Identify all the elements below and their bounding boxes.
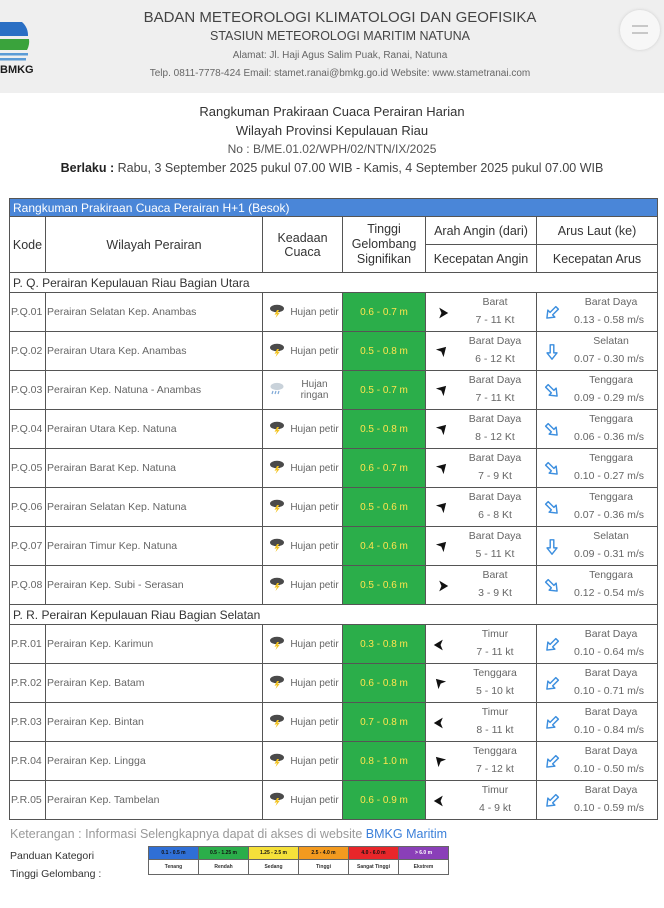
region-name: Perairan Kep. Subi - Serasan [46, 566, 263, 605]
current-speed: 0.10 - 0.59 m/s [574, 802, 645, 814]
weather-text: Hujan petir [290, 501, 339, 513]
thunderstorm-icon [269, 675, 285, 689]
table-row [10, 527, 658, 566]
weather-text: Hujan petir [290, 462, 339, 474]
weather-cell [263, 293, 343, 332]
thunderstorm-icon [269, 538, 285, 552]
wind-arrow-icon [432, 538, 450, 556]
table-row [10, 566, 658, 605]
validity-period [0, 161, 664, 175]
region-name: Perairan Kep. Batam [46, 664, 263, 703]
thunderstorm-icon [269, 343, 285, 357]
logo-text: BMKG [0, 64, 34, 76]
current-speed: 0.13 - 0.58 m/s [574, 314, 645, 326]
table-row [10, 703, 658, 742]
wind-cell [426, 332, 537, 371]
thunderstorm-icon [269, 577, 285, 591]
current-direction: Tenggara [589, 452, 633, 464]
thunderstorm-icon [269, 753, 285, 767]
wave-height: 0.5 - 0.8 m [343, 410, 426, 449]
wave-height: 0.6 - 0.9 m [343, 781, 426, 820]
wind-arrow-icon [432, 343, 450, 361]
legend-label: Tinggi [299, 860, 349, 875]
section-title: P. R. Perairan Kepulauan Riau Bagian Selatan [10, 605, 658, 625]
wind-cell [426, 488, 537, 527]
region-code: P.R.03 [10, 703, 46, 742]
legend-label: Rendah [199, 860, 249, 875]
table-row [10, 781, 658, 820]
wind-direction: Tenggara [473, 667, 517, 679]
current-cell [537, 527, 658, 566]
thunderstorm-icon [269, 714, 285, 728]
weather-cell [263, 742, 343, 781]
wind-direction: Barat Daya [468, 335, 522, 347]
region-name: Perairan Kep. Tambelan [46, 781, 263, 820]
light-rain-icon [269, 382, 285, 396]
current-cell [537, 566, 658, 605]
region-name: Perairan Barat Kep. Natuna [46, 449, 263, 488]
site-header [0, 0, 664, 93]
wind-cell [426, 664, 537, 703]
current-speed: 0.06 - 0.36 m/s [574, 431, 645, 443]
wave-height: 0.3 - 0.8 m [343, 625, 426, 664]
wind-cell [426, 703, 537, 742]
doc-subtitle: Wilayah Provinsi Kepulauan Riau [235, 123, 429, 138]
legend-range-row [149, 847, 449, 860]
wave-height: 0.8 - 1.0 m [343, 742, 426, 781]
wind-speed: 7 - 11 kt [476, 646, 514, 658]
current-arrow-icon [543, 714, 561, 732]
wind-arrow-icon [432, 675, 450, 693]
region-code: P.Q.02 [10, 332, 46, 371]
current-arrow-icon [543, 460, 561, 478]
doc-title: Rangkuman Prakiraan Cuaca Perairan Harian [199, 104, 465, 119]
current-speed: 0.09 - 0.31 m/s [574, 548, 645, 560]
current-cell [537, 625, 658, 664]
current-arrow-icon [543, 304, 561, 322]
menu-button[interactable] [620, 10, 660, 50]
wind-direction: Barat [482, 296, 508, 308]
table-row [10, 332, 658, 371]
wind-cell [426, 781, 537, 820]
current-arrow-icon [543, 636, 561, 654]
region-name: Perairan Kep. Natuna - Anambas [46, 371, 263, 410]
region-code: P.Q.01 [10, 293, 46, 332]
thunderstorm-icon [269, 636, 285, 650]
region-code: P.R.04 [10, 742, 46, 781]
region-code: P.R.02 [10, 664, 46, 703]
current-direction: Barat Daya [584, 745, 638, 757]
current-cell [537, 449, 658, 488]
current-arrow-icon [543, 753, 561, 771]
current-arrow-icon [543, 577, 561, 595]
current-direction: Selatan [593, 335, 629, 347]
region-code: P.Q.04 [10, 410, 46, 449]
wind-speed: 7 - 9 Kt [478, 470, 512, 482]
region-name: Perairan Utara Kep. Natuna [46, 410, 263, 449]
header-arah-angin: Arah Angin (dari) [426, 217, 537, 245]
current-arrow-icon [543, 343, 561, 361]
current-cell [537, 371, 658, 410]
current-cell [537, 293, 658, 332]
current-cell [537, 410, 658, 449]
legend-range: 1.25 - 2.5 m [249, 847, 299, 860]
wind-speed: 7 - 11 Kt [475, 314, 515, 326]
wind-direction: Barat Daya [468, 530, 522, 542]
region-name: Perairan Selatan Kep. Anambas [46, 293, 263, 332]
current-direction: Barat Daya [584, 784, 638, 796]
legend-label: Sedang [249, 860, 299, 875]
weather-text: Hujan petir [290, 579, 339, 591]
hamburger-icon [632, 32, 648, 34]
wind-direction: Barat Daya [468, 491, 522, 503]
header-wilayah: Wilayah Perairan [46, 217, 263, 273]
weather-cell [263, 664, 343, 703]
validity-label: Berlaku : [60, 161, 115, 175]
table-row [10, 664, 658, 703]
address: Alamat: Jl. Haji Agus Salim Puak, Ranai, Natuna [232, 50, 448, 61]
current-cell [537, 332, 658, 371]
wind-direction: Timur [481, 628, 509, 640]
wind-speed: 7 - 12 kt [476, 763, 514, 775]
wave-height: 0.6 - 0.8 m [343, 664, 426, 703]
wind-cell [426, 625, 537, 664]
wind-arrow-icon [432, 714, 450, 732]
current-cell [537, 742, 658, 781]
wind-direction: Barat Daya [468, 452, 522, 464]
wind-direction: Tenggara [473, 745, 517, 757]
table-header-row [10, 217, 658, 245]
current-direction: Selatan [593, 530, 629, 542]
weather-cell [263, 566, 343, 605]
wind-speed: 5 - 11 Kt [475, 548, 515, 560]
wind-arrow-icon [432, 636, 450, 654]
weather-text: Hujan petir [290, 638, 339, 650]
weather-text: Hujan petir [290, 755, 339, 767]
weather-text: Hujan petir [290, 540, 339, 552]
footnote-label: Keterangan : [10, 827, 82, 841]
legend-title: Panduan Kategori [10, 850, 95, 862]
hamburger-icon [632, 25, 648, 27]
current-speed: 0.10 - 0.50 m/s [574, 763, 645, 775]
header-arus: Arus Laut (ke) [537, 217, 658, 245]
wave-height: 0.5 - 0.6 m [343, 566, 426, 605]
section-row [10, 605, 658, 625]
weather-cell [263, 781, 343, 820]
weather-cell [263, 527, 343, 566]
weather-cell [263, 625, 343, 664]
weather-cell [263, 332, 343, 371]
wind-cell [426, 742, 537, 781]
wind-direction: Barat [482, 569, 508, 581]
current-cell [537, 703, 658, 742]
legend-label: Ekstrem [399, 860, 449, 875]
current-direction: Tenggara [589, 569, 633, 581]
weather-cell [263, 703, 343, 742]
wind-cell [426, 293, 537, 332]
wind-cell [426, 371, 537, 410]
weather-text: Hujan petir [290, 677, 339, 689]
wind-direction: Barat Daya [468, 413, 522, 425]
region-name: Perairan Kep. Bintan [46, 703, 263, 742]
wind-direction: Barat Daya [468, 374, 522, 386]
table-row [10, 742, 658, 781]
current-speed: 0.09 - 0.29 m/s [574, 392, 645, 404]
wind-cell [426, 566, 537, 605]
thunderstorm-icon [269, 304, 285, 318]
current-direction: Barat Daya [584, 667, 638, 679]
current-speed: 0.07 - 0.30 m/s [574, 353, 645, 365]
wave-height: 0.6 - 0.7 m [343, 293, 426, 332]
weather-text: Hujan petir [290, 345, 339, 357]
header-gelombang: Tinggi Gelombang Signifikan [343, 217, 426, 273]
header-cuaca: Keadaan Cuaca [263, 217, 343, 273]
current-arrow-icon [543, 421, 561, 439]
current-speed: 0.10 - 0.64 m/s [574, 646, 645, 658]
table-row [10, 625, 658, 664]
legend-label: Sangat Tinggi [349, 860, 399, 875]
wind-arrow-icon [432, 499, 450, 517]
weather-text: Hujan petir [290, 716, 339, 728]
current-speed: 0.10 - 0.71 m/s [574, 685, 645, 697]
weather-cell [263, 410, 343, 449]
wind-arrow-icon [432, 304, 450, 322]
weather-text: Hujan petir [290, 794, 339, 806]
header-kecepatan-angin: Kecepatan Angin [426, 245, 537, 273]
weather-text: Hujan petir [290, 306, 339, 318]
current-speed: 0.07 - 0.36 m/s [574, 509, 645, 521]
current-speed: 0.10 - 0.27 m/s [574, 470, 645, 482]
region-name: Perairan Selatan Kep. Natuna [46, 488, 263, 527]
wind-cell [426, 449, 537, 488]
legend-range: 0.5 - 1.25 m [199, 847, 249, 860]
thunderstorm-icon [269, 421, 285, 435]
table-row [10, 371, 658, 410]
wind-speed: 7 - 11 Kt [475, 392, 515, 404]
wind-speed: 5 - 10 kt [476, 685, 514, 697]
region-code: P.Q.06 [10, 488, 46, 527]
wind-speed: 8 - 12 Kt [475, 431, 515, 443]
weather-cell [263, 488, 343, 527]
region-code: P.Q.05 [10, 449, 46, 488]
current-cell [537, 488, 658, 527]
current-arrow-icon [543, 538, 561, 556]
current-arrow-icon [543, 499, 561, 517]
region-code: P.R.01 [10, 625, 46, 664]
current-cell [537, 781, 658, 820]
legend-subtitle: Tinggi Gelombang : [10, 868, 102, 880]
table-row [10, 488, 658, 527]
section-title: P. Q. Perairan Kepulauan Riau Bagian Utara [10, 273, 658, 293]
current-arrow-icon [543, 675, 561, 693]
region-code: P.Q.08 [10, 566, 46, 605]
current-direction: Tenggara [589, 374, 633, 386]
wind-cell [426, 410, 537, 449]
weather-cell [263, 371, 343, 410]
legend-label-row [149, 860, 449, 875]
current-direction: Barat Daya [584, 706, 638, 718]
region-name: Perairan Kep. Lingga [46, 742, 263, 781]
table-row [10, 410, 658, 449]
wind-arrow-icon [432, 382, 450, 400]
current-direction: Tenggara [589, 413, 633, 425]
region-name: Perairan Utara Kep. Anambas [46, 332, 263, 371]
wind-arrow-icon [432, 753, 450, 771]
header-kode: Kode [10, 217, 46, 273]
wind-arrow-icon [432, 577, 450, 595]
legend-range: 4.0 - 6.0 m [349, 847, 399, 860]
wave-height: 0.4 - 0.6 m [343, 527, 426, 566]
weather-text: Hujan petir [290, 423, 339, 435]
wind-arrow-icon [432, 792, 450, 810]
bmkg-maritim-link[interactable]: BMKG Maritim [365, 827, 448, 841]
table-row [10, 293, 658, 332]
legend-range: > 6.0 m [399, 847, 449, 860]
wave-category-legend [148, 846, 449, 875]
legend-range: 2.5 - 4.0 m [299, 847, 349, 860]
wave-height: 0.5 - 0.8 m [343, 332, 426, 371]
region-code: P.R.05 [10, 781, 46, 820]
wind-speed: 3 - 9 Kt [478, 587, 512, 599]
wind-speed: 4 - 9 kt [478, 802, 512, 814]
region-name: Perairan Timur Kep. Natuna [46, 527, 263, 566]
region-code: P.Q.03 [10, 371, 46, 410]
wind-arrow-icon [432, 421, 450, 439]
station-name: STASIUN METEOROLOGI MARITIM NATUNA [210, 29, 470, 43]
table-caption: Rangkuman Prakiraan Cuaca Perairan H+1 (Besok) [10, 199, 658, 217]
current-arrow-icon [543, 792, 561, 810]
wind-arrow-icon [432, 460, 450, 478]
region-code: P.Q.07 [10, 527, 46, 566]
current-arrow-icon [543, 382, 561, 400]
thunderstorm-icon [269, 460, 285, 474]
footnote [10, 827, 447, 841]
section-row [10, 273, 658, 293]
thunderstorm-icon [269, 499, 285, 513]
current-speed: 0.10 - 0.84 m/s [574, 724, 645, 736]
table-row [10, 449, 658, 488]
current-direction: Barat Daya [584, 296, 638, 308]
legend-range: 0.1 - 0.5 m [149, 847, 199, 860]
wind-speed: 6 - 8 Kt [478, 509, 512, 521]
wave-height: 0.7 - 0.8 m [343, 703, 426, 742]
current-direction: Tenggara [589, 491, 633, 503]
contact-info: Telp. 0811-7778-424 Email: stamet.ranai@bmkg.go.id Website: www.stametranai.com [149, 68, 531, 79]
doc-number: No : B/ME.01.02/WPH/02/NTN/IX/2025 [227, 142, 437, 156]
current-direction: Barat Daya [584, 628, 638, 640]
wind-speed: 6 - 12 Kt [475, 353, 515, 365]
wave-height: 0.6 - 0.7 m [343, 449, 426, 488]
forecast-table [9, 198, 658, 820]
wind-direction: Timur [481, 706, 509, 718]
table-caption-row [10, 199, 658, 217]
weather-cell [263, 449, 343, 488]
wind-direction: Timur [481, 784, 509, 796]
footnote-text: Informasi Selengkapnya dapat di akses di website [81, 827, 366, 841]
wave-height: 0.5 - 0.6 m [343, 488, 426, 527]
current-speed: 0.12 - 0.54 m/s [574, 587, 645, 599]
wind-speed: 8 - 11 kt [476, 724, 514, 736]
weather-text: Hujan ringan [300, 379, 329, 401]
wave-height: 0.5 - 0.7 m [343, 371, 426, 410]
current-cell [537, 664, 658, 703]
thunderstorm-icon [269, 792, 285, 806]
wind-cell [426, 527, 537, 566]
header-kecepatan-arus: Kecepatan Arus [537, 245, 658, 273]
validity-value: Rabu, 3 September 2025 pukul 07.00 WIB - Kamis, 4 September 2025 pukul 07.00 WIB [114, 161, 604, 175]
org-name: BADAN METEOROLOGI KLIMATOLOGI DAN GEOFISIKA [143, 9, 537, 26]
legend-label: Tenang [149, 860, 199, 875]
region-name: Perairan Kep. Karimun [46, 625, 263, 664]
